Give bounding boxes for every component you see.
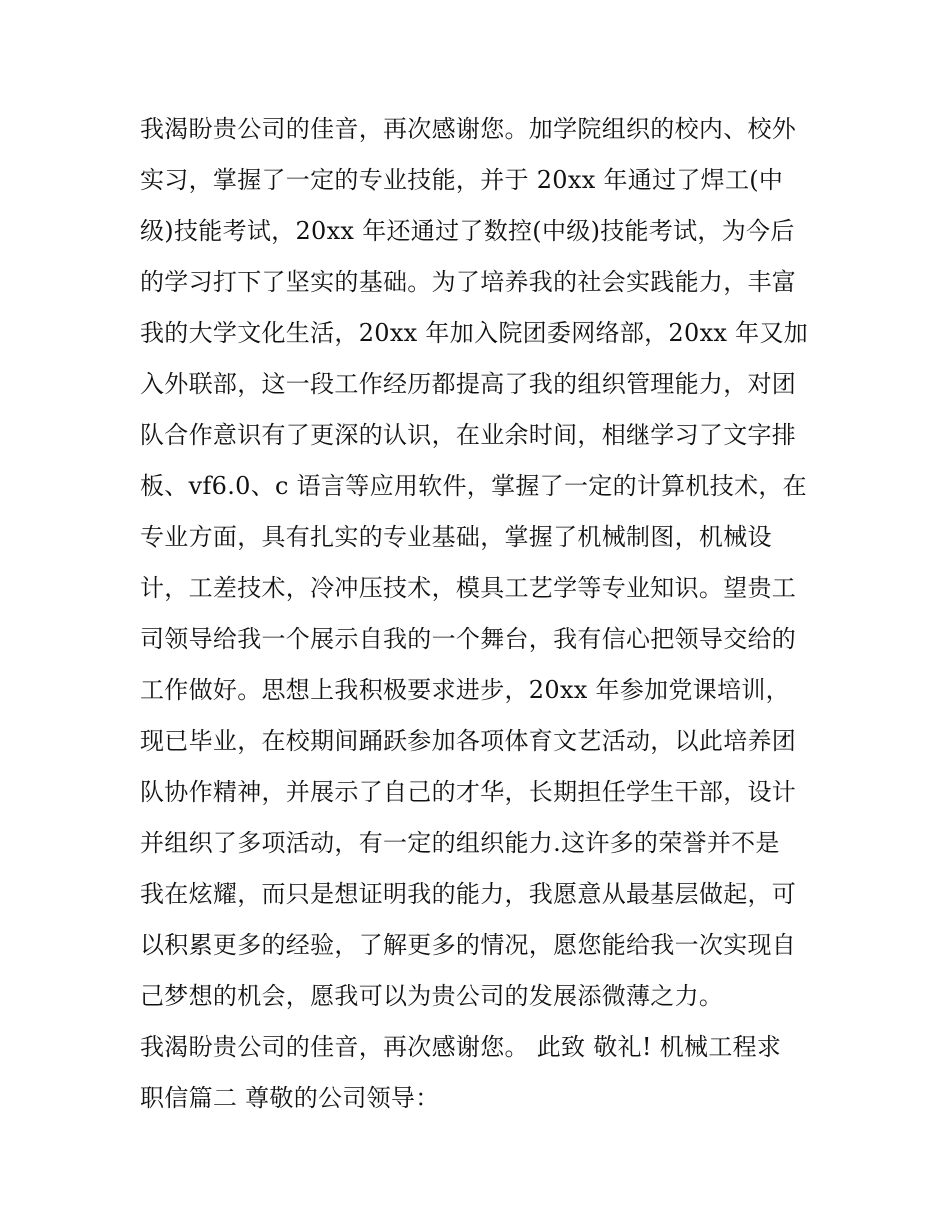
text-line: 工作做好。思想上我积极要求进步，20xx 年参加党课培训， [140, 676, 790, 704]
text-line: 职信篇二 尊敬的公司领导： [140, 1084, 440, 1112]
text-line: 队合作意识有了更深的认识，在业余时间，相继学习了文字排 [140, 421, 797, 449]
text-line: 我的大学文化生活，20xx 年加入院团委网络部，20xx 年又加 [140, 319, 809, 347]
text-line: 以积累更多的经验，了解更多的情况，愿您能给我一次实现自 [140, 931, 797, 959]
text-line: 专业方面，具有扎实的专业基础，掌握了机械制图，机械设 [140, 523, 772, 551]
text-line: 并组织了多项活动，有一定的组织能力.这许多的荣誉并不是 [140, 829, 780, 857]
text-line: 的学习打下了坚实的基础。为了培养我的社会实践能力，丰富 [140, 268, 797, 296]
document-body [140, 104, 820, 1124]
text-line: 级)技能考试，20xx 年还通过了数控(中级)技能考试，为今后 [140, 217, 795, 245]
text-line: 队协作精神，并展示了自己的才华，长期担任学生干部，设计 [140, 778, 797, 806]
text-line: 司领导给我一个展示自我的一个舞台，我有信心把领导交给的 [140, 625, 797, 653]
text-line: 我渴盼贵公司的佳音，再次感谢您。 此致 敬礼! 机械工程求 [140, 1033, 782, 1061]
text-line: 现已毕业，在校期间踊跃参加各项体育文艺活动，以此培养团 [140, 727, 797, 755]
text-line: 实习，掌握了一定的专业技能，并于 20xx 年通过了焊工(中 [140, 166, 784, 194]
text-line: 计，工差技术，冷冲压技术，模具工艺学等专业知识。望贵工 [140, 574, 797, 602]
text-line: 我渴盼贵公司的佳音，再次感谢您。加学院组织的校内、校外 [140, 115, 797, 143]
text-line: 入外联部，这一段工作经历都提高了我的组织管理能力，对团 [140, 370, 797, 398]
text-line: 板、vf6.0、c 语言等应用软件，掌握了一定的计算机技术，在 [140, 472, 807, 500]
text-line: 我在炫耀，而只是想证明我的能力，我愿意从最基层做起，可 [140, 880, 797, 908]
text-line: 己梦想的机会，愿我可以为贵公司的发展添微薄之力。 [140, 982, 724, 1010]
